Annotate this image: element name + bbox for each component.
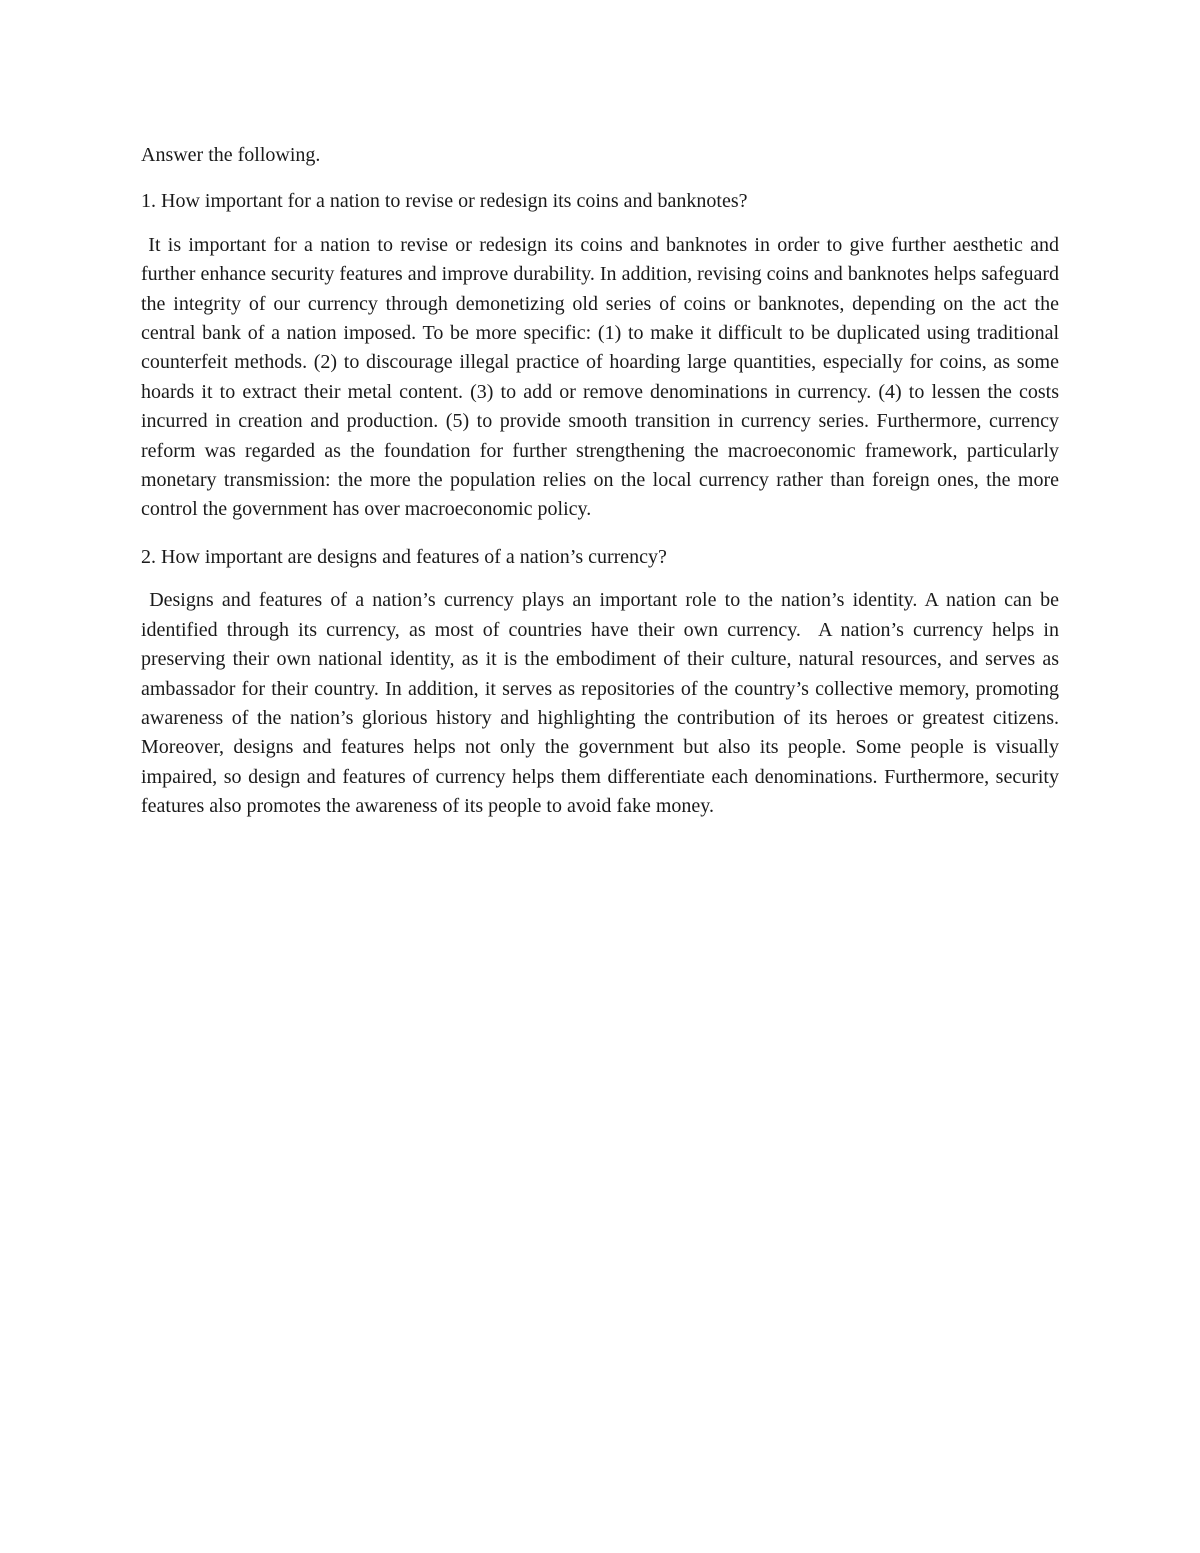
instruction-text: Answer the following. <box>141 144 321 166</box>
question-1: 1. How important for a nation to revise or redesign its coins and banknotes? <box>141 190 748 213</box>
answer-1: It is important for a nation to revise or redesign its coins and banknotes in order to give further aesthetic and further enhance security features and improve durability. In addition, revising coins and banknotes helps safeguard the integrity of our currency through demonetizing old series of coins or banknotes, depending on the act the central bank of a nation imposed. To be more specific: (1) to make it difficult to be duplicated using traditional counterfeit methods. (2) to discourage illegal practice of hoarding large quantities, especially for coins, as some hoards it to extract their metal content. (3) to add or remove denominations in currency. (4) to lessen the costs incurred in creation and production. (5) to provide smooth transition in currency series. Furthermore, currency reform was regarded as the foundation for further strengthening the macroeconomic framework, particularly monetary transmission: the more the population relies on the local currency rather than foreign ones, the more control the government has over macroeconomic policy. <box>141 233 1065 521</box>
question-2: 2. How important are designs and features of a nation’s currency? <box>141 545 667 568</box>
answer-2: Designs and features of a nation’s currency plays an important role to the nation’s identity. A nation can be identified through its currency, as most of countries have their own currency. A nation’s currency helps in preserving their own national identity, as it is the embodiment of their culture, natural resources, and serves as ambassador for their country. In addition, it serves as repositories of the country’s collective memory, promoting awareness of the nation’s glorious history and highlighting the contribution of its heroes or greatest citizens. Moreover, designs and features helps not only the government but also its people. Some people is visually impaired, so design and features of currency helps them differentiate each denominations. Furthermore, security features also promotes the awareness of its people to avoid fake money. <box>141 589 1065 818</box>
document-body <box>141 141 1065 822</box>
